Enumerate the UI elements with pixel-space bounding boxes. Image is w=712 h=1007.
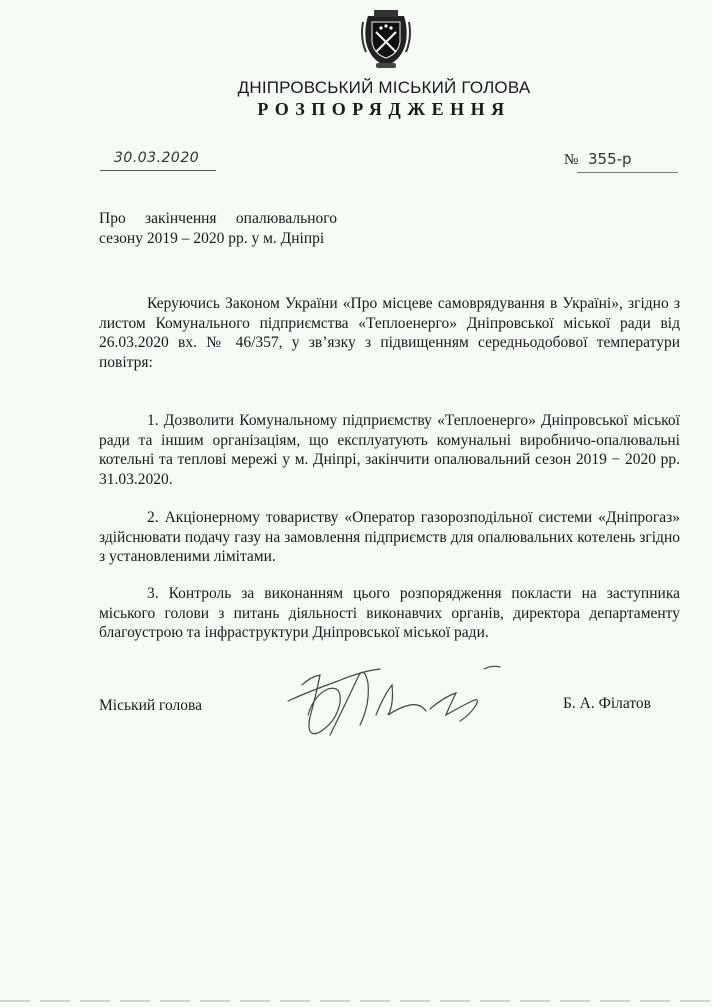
document-subject xyxy=(99,209,349,249)
subject-line-2: сезону 2019 – 2020 рр. у м. Дніпрі xyxy=(99,230,325,247)
document-number: 355-р xyxy=(588,150,632,168)
clause-2: 2. Акціонерному товариству «Оператор газорозподільної системи «Дніпрогаз» здійснювати подачу газу на замовлення підприємств для опалювальних котелень згідно з установленими лімітами. xyxy=(99,509,680,565)
document-date: 30.03.2020 xyxy=(114,150,200,166)
scan-edge-divider xyxy=(0,1000,712,1002)
document-type: РОЗПОРЯДЖЕННЯ xyxy=(257,99,511,119)
preamble-paragraph: Керуючись Законом України «Про місцеве самоврядування в Україні», згідно з листом Комунального підприємства «Теплоенерго» Дніпровської міської ради від 26.03.2020 вх. № 46/357, у зв’язку з підвищенням середньодобової температури повітря: xyxy=(99,295,680,371)
coat-of-arms-icon xyxy=(360,8,412,70)
handwritten-signature-icon xyxy=(280,655,510,745)
subject-line-1: Про закінчення опалювального xyxy=(99,210,337,227)
clause-1: 1. Дозволити Комунальному підприємству «Теплоенерго» Дніпровської міської ради та іншим організаціям, що експлуатують комунальні виробничо-опалювальні котельні та теплові мережі у м. Дніпрі, закінчити опалювальний сезон 2019 − 2020 рр. 31.03.2020. xyxy=(99,412,680,488)
organization-name: ДНІПРОВСЬКИЙ МІСЬКИЙ ГОЛОВА xyxy=(237,78,531,97)
signatory-title: Міський голова xyxy=(99,697,203,714)
number-label: № xyxy=(564,152,579,168)
clause-3: 3. Контроль за виконанням цього розпорядження покласти на заступника міського голови з питань діяльності виконавчих органів, директора департаменту благоустрою та інфраструктури Дніпровської міської ради. xyxy=(99,585,680,641)
signatory-name: Б. А. Філатов xyxy=(563,695,651,712)
